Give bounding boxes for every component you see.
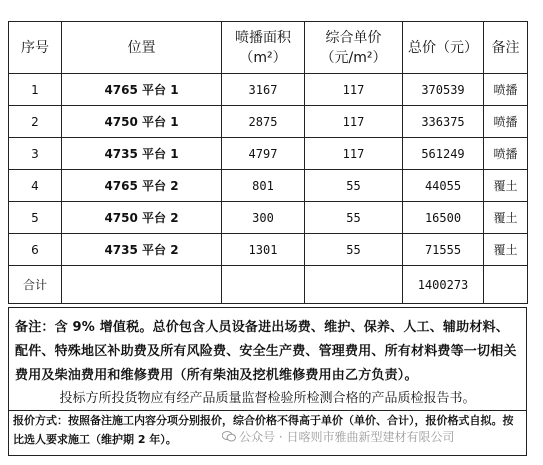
cell-index: 3: [9, 138, 62, 170]
cell-area: 2875: [222, 106, 305, 138]
cell-index: 6: [9, 234, 62, 266]
cell-location: 4765 平台 1: [62, 74, 222, 106]
cell-area: 4797: [222, 138, 305, 170]
cell-index: 1: [9, 74, 62, 106]
cell-unit-price: 55: [305, 234, 403, 266]
header-area: 喷播面积 （m²）: [222, 22, 305, 74]
cell-index: 5: [9, 202, 62, 234]
cell-location: 4735 平台 1: [62, 138, 222, 170]
header-location: 位置: [62, 22, 222, 74]
cell-note: 喷播: [484, 106, 528, 138]
total-empty-location: [62, 266, 222, 304]
cell-total: 44055: [403, 170, 484, 202]
cell-area: 3167: [222, 74, 305, 106]
cell-note: 覆土: [484, 234, 528, 266]
cell-area: 1301: [222, 234, 305, 266]
wechat-icon: [222, 431, 236, 442]
cell-unit-price: 117: [305, 138, 403, 170]
cell-note: 喷播: [484, 74, 528, 106]
cell-unit-price: 55: [305, 170, 403, 202]
total-empty-unit-price: [305, 266, 403, 304]
table-row: [9, 74, 528, 106]
header-total: 总价（元）: [403, 22, 484, 74]
cell-total: 16500: [403, 202, 484, 234]
header-index: 序号: [9, 22, 62, 74]
cell-index: 4: [9, 170, 62, 202]
table-row: [9, 234, 528, 266]
remark-text: 备注：含 9% 增值税。总价包含人员设备进出场费、维护、保养、人工、辅助材料、配件、特殊地区补助费及所有风险费、安全生产费、管理费用、所有材料费等一切相关费用及柴油费用和维修费用（所有柴油及挖机维修费用由乙方负责）。: [15, 320, 517, 383]
cell-total: 370539: [403, 74, 484, 106]
pricing-method: 报价方式：按照备注施工内容分项分别报价，综合价格不得高于单价（单价、合计），报价格式自拟。按比选人要求施工（维护期 2 年）。: [9, 410, 526, 449]
header-note: 备注: [484, 22, 528, 74]
cell-area: 300: [222, 202, 305, 234]
cell-total: 71555: [403, 234, 484, 266]
cell-location: 4765 平台 2: [62, 170, 222, 202]
cell-location: 4750 平台 2: [62, 202, 222, 234]
table-row: [9, 170, 528, 202]
table-row: [9, 138, 528, 170]
certificate-requirement: 投标方所投货物应有经产品质量监督检验所检测合格的产品质检报告书。: [59, 391, 476, 406]
watermark: [222, 428, 454, 445]
header-row: [9, 22, 528, 74]
cell-index: 2: [9, 106, 62, 138]
cell-total: 336375: [403, 106, 484, 138]
quotation-table: [8, 21, 528, 304]
table-row: [9, 106, 528, 138]
cell-unit-price: 55: [305, 202, 403, 234]
total-empty-area: [222, 266, 305, 304]
table-row: [9, 202, 528, 234]
cell-note: 覆土: [484, 202, 528, 234]
header-unit-price: 综合单价（元/m²）: [305, 22, 403, 74]
cell-area: 801: [222, 170, 305, 202]
total-empty-note: [484, 266, 528, 304]
cell-location: 4735 平台 2: [62, 234, 222, 266]
cell-total: 561249: [403, 138, 484, 170]
watermark-text: 公众号 · 日喀则市雅曲新型建材有限公司: [239, 430, 455, 444]
total-row: [9, 266, 528, 304]
cell-unit-price: 117: [305, 74, 403, 106]
cell-location: 4750 平台 1: [62, 106, 222, 138]
total-label: 合计: [9, 266, 62, 304]
cell-unit-price: 117: [305, 106, 403, 138]
cell-note: 覆土: [484, 170, 528, 202]
cell-note: 喷播: [484, 138, 528, 170]
total-value: 1400273: [403, 266, 484, 304]
